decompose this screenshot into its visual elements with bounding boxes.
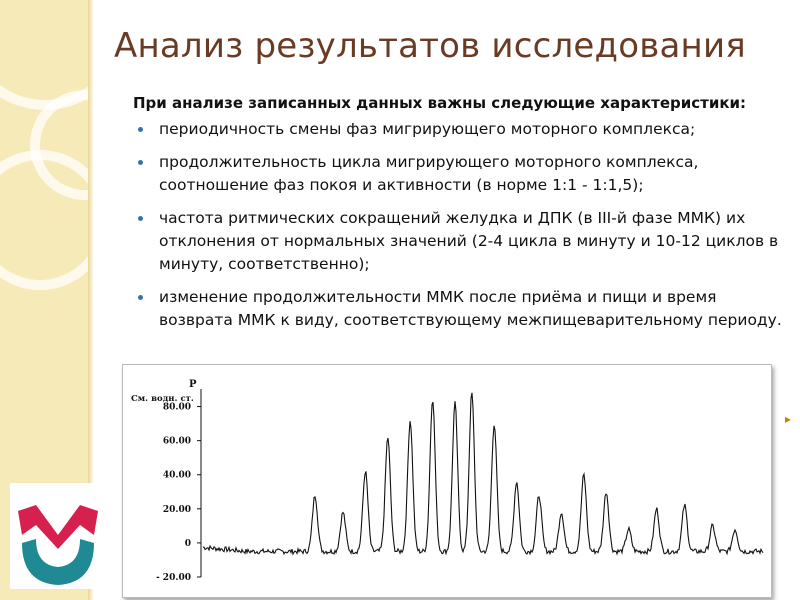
y-tick-label: 80.00	[162, 402, 191, 413]
list-item: периодичность смены фаз мигрирующего моторного комплекса;	[133, 118, 783, 141]
pressure-trace-line	[203, 393, 763, 554]
y-tick-label: 0	[184, 538, 191, 549]
y-tick-label: 40.00	[162, 470, 191, 481]
list-item: частота ритмических сокращений желудка и ДПК (в III-й фазе ММК) их отклонения от нормальных значений (2-4 цикла в минуту и 10-12 циклов в минуту, соответственно);	[133, 207, 783, 276]
y-tick-label: 20.00	[162, 504, 191, 515]
list-item: изменение продолжительности ММК после приёма и пищи и время возврата ММК к виду, соответствующему межпищеварительному периоду.	[133, 286, 783, 332]
decorative-ring	[0, 150, 88, 290]
pressure-chart	[123, 365, 771, 597]
next-slide-arrow-icon[interactable]: ▸	[785, 412, 792, 426]
y-tick-label: 60.00	[162, 436, 191, 447]
slide-title: Анализ результатов исследования	[114, 26, 746, 66]
slide-content	[133, 94, 783, 342]
list-heading: При анализе записанных данных важны следующие характеристики:	[133, 94, 747, 112]
y-tick-label: - 20.00	[155, 573, 191, 583]
list-item: продолжительность цикла мигрирующего моторного комплекса, соотношение фаз покоя и активности (в норме 1:1 - 1:1,5);	[133, 151, 783, 197]
axis-symbol: P	[189, 379, 197, 390]
university-logo-icon	[10, 483, 106, 589]
y-axis-label: См. водн. ст.	[131, 394, 194, 404]
characteristics-list	[133, 118, 783, 332]
pressure-chart-figure	[122, 364, 772, 598]
